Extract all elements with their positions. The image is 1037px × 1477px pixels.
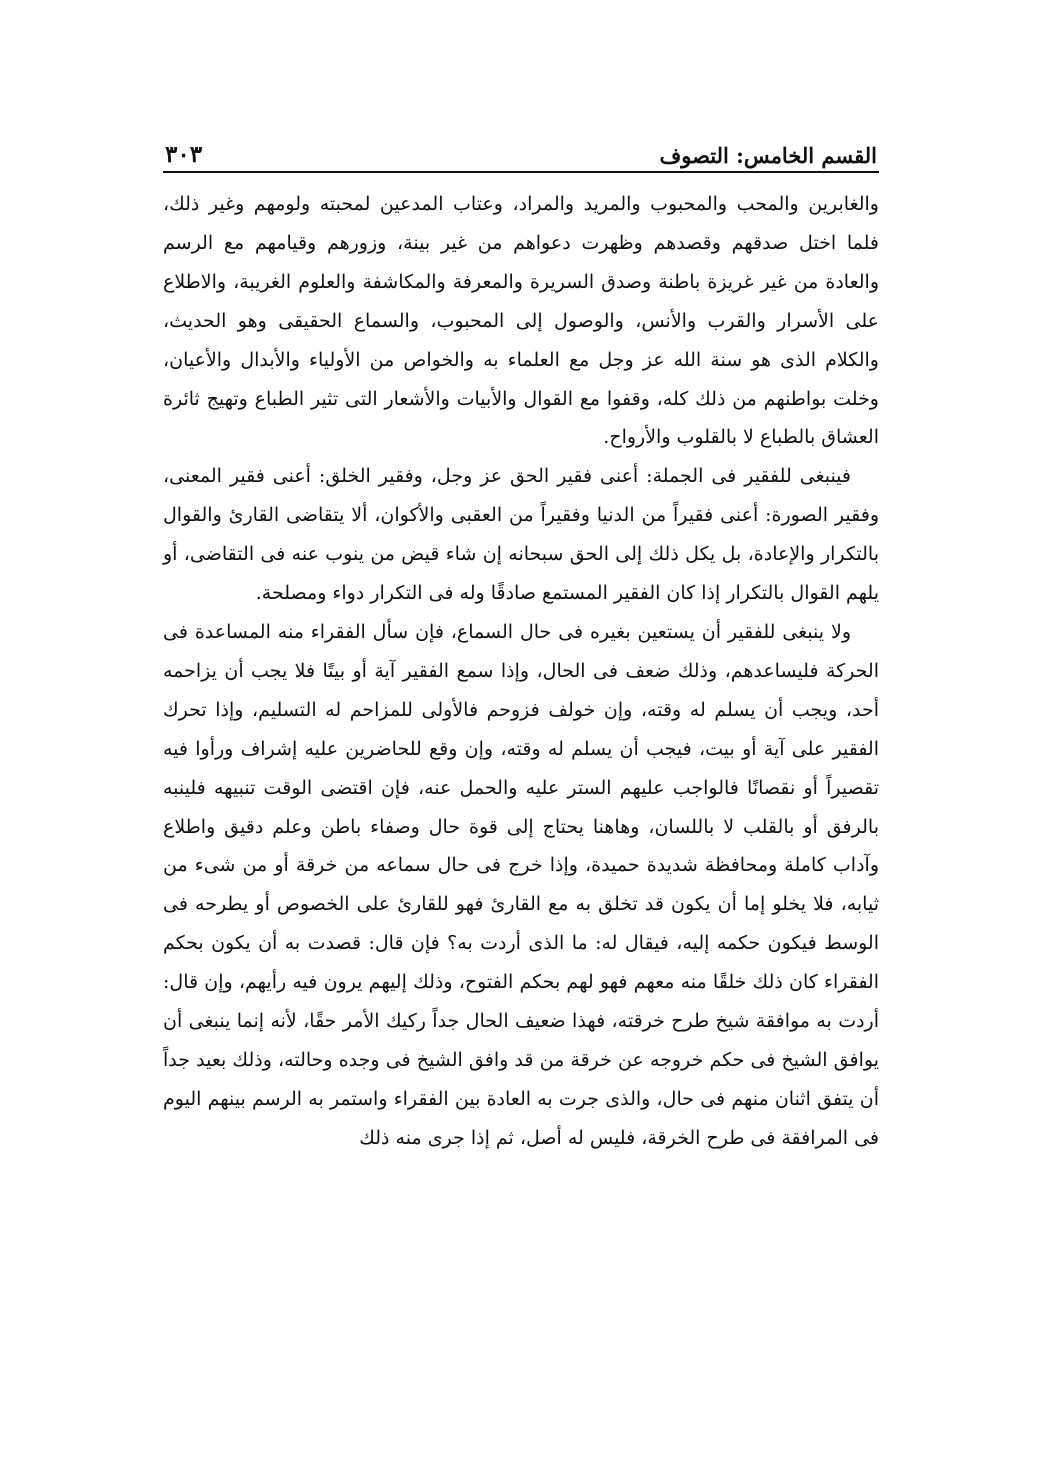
paragraph: ولا ينبغى للفقير أن يستعين بغيره فى حال السماع، فإن سأل الفقراء منه المساعدة فى الحركة فليساعدهم، وذلك ضعف فى الحال، وإذا سمع الفقير آية أو بيتًا فلا يجب أن يزاحمه أحد، ويجب أن يسلم له وقته، وإن خولف فزوحم فالأولى للمزاحم له التسليم، وإذا تحرك الفقير على آية أو بيت، فيجب أن يسلم له وقته، وإن وقع للحاضرين عليه إشراف ورأوا فيه تقصيراً أو نقصانًا فالواجب عليهم الستر عليه والحمل عنه، فإن اقتضى الوقت تنبيهه فلينبه بالرفق أو بالقلب لا باللسان، وهاهنا يحتاج إلى قوة حال وصفاء باطن وعلم دقيق واطلاع وآداب كاملة ومحافظة شديدة حميدة، وإذا خرج فى حال سماعه من خرقة أو من شىء من ثيابه، فلا يخلو إما أن يكون قد تخلق به مع القارئ فهو للقارئ على الخصوص أو يطرحه فى الوسط فيكون حكمه إليه، فيقال له: ما الذى أردت به؟ فإن قال: قصدت به أن يكون بحكم الفقراء كان ذلك خلقًا منه معهم فهو لهم بحكم الفتوح، وذلك إليهم يرون فيه رأيهم، وإن قال: أردت به موافقة شيخ طرح خرقته، فهذا ضعيف الحال جداً ركيك الأمر حقًا، لأنه إنما ينبغى أن يوافق الشيخ فى حكم خروجه عن خرقة من قد وافق الشيخ فى وجده وحالته، وذلك بعيد جداً أن يتفق اثنان منهم فى حال، والذى جرت به العادة بين الفقراء واستمر به الرسم بينهم اليوم فى المرافقة فى طرح الخرقة، فليس له أصل، ثم إذا جرى منه ذلك (163, 620, 879, 1149)
paragraph: فينبغى للفقير فى الجملة: أعنى فقير الحق عز وجل، وفقير الخلق: أعنى فقير المعنى، وفقير الصورة: أعنى فقيراً من الدنيا وفقيراً من العقبى والأكوان، ألا يتقاضى القارئ والقوال بالتكرار والإعادة، بل يكل ذلك إلى الحق سبحانه إن شاء قيض من ينوب عنه فى التقاضى، أو يلهم القوال بالتكرار إذا كان الفقير المستمع صادقًا وله فى التكرار دواء ومصلحة. (163, 465, 879, 605)
paragraph: والغابرين والمحب والمحبوب والمريد والمراد، وعتاب المدعين لمحبته ولومهم وغير ذلك، فلما اختل صدقهم وقصدهم وظهرت دعواهم من غير بينة، وزورهم وقيامهم مع الرسم والعادة من غير غريزة باطنة وصدق السريرة والمعرفة والمكاشفة والعلوم الغريبة، والاطلاع على الأسرار والقرب والأنس، والوصول إلى المحبوب، والسماع الحقيقى وهو الحديث، والكلام الذى هو سنة الله عز وجل مع العلماء به والخواص من الأولياء والأبدال والأعيان، وخلت بواطنهم من ذلك كله، وقفوا مع القوال والأبيات والأشعار التى تثير الطباع وتهيج ثائرة العشاق بالطباع لا بالقلوب والأرواح. (163, 193, 879, 449)
running-header (165, 122, 877, 168)
body-text (163, 185, 879, 1158)
page-number: ٣٠٣ (165, 141, 203, 168)
section-title: القسم الخامس: التصوف (659, 143, 877, 168)
header-divider (163, 171, 879, 173)
